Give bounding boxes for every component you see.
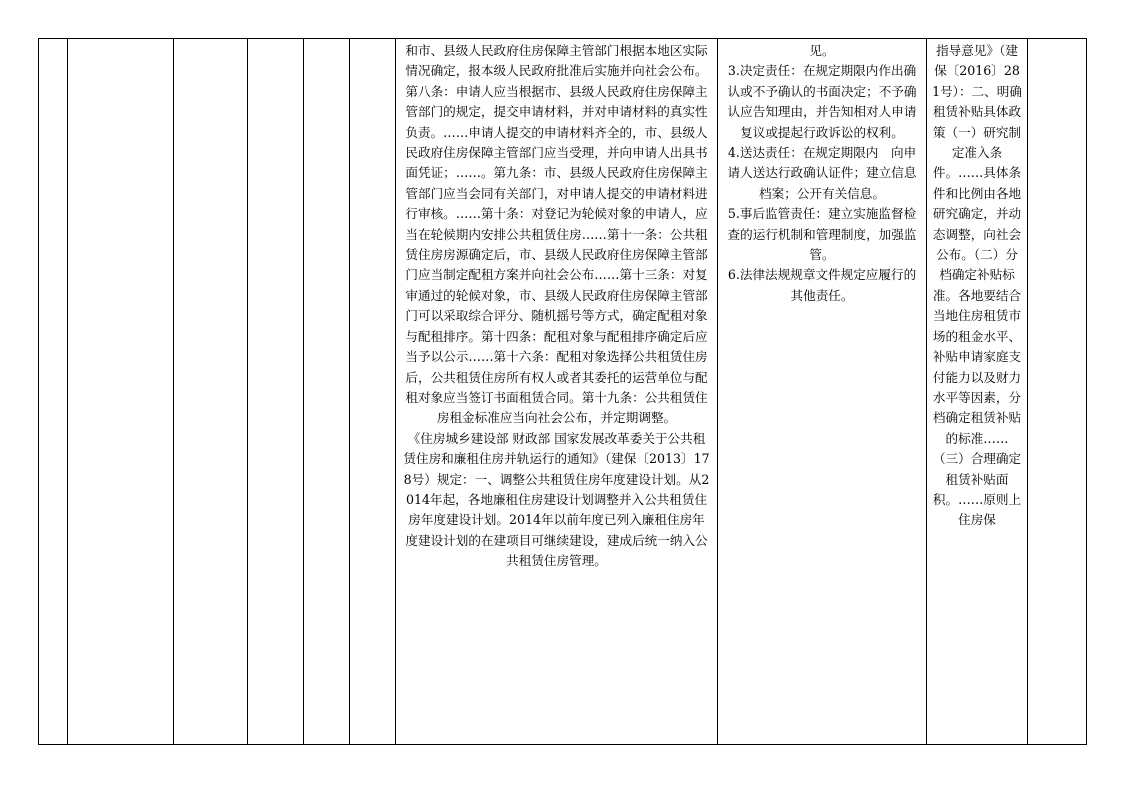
responsibility-item: 见。 xyxy=(809,43,835,58)
responsibility-item: 6.法律法规规章文件规定应履行的其他责任。 xyxy=(727,267,917,303)
table-column-4 xyxy=(248,39,304,744)
responsibility-item: 5.事后监管责任：建立实施监督检查的运行机制和管理制度，加强监管。 xyxy=(727,206,917,263)
table-column-5 xyxy=(304,39,350,744)
responsibilities-cell xyxy=(718,41,926,744)
legal-basis-paragraph: 《住房城乡建设部 财政部 国家发展改革委关于公共租赁住房和廉租住房并轨运行的通知》（建保〔2013〕178号）规定：一、调整公共租赁住房年度建设计划。从2014年起，各地廉租住房建设计划调整并入公共租赁住房年度建设计划。2014年以前年度已列入廉租住房年度建设计划的在建项目可继续建设，建成后统一纳入公共租赁住房管理。 xyxy=(403,430,710,569)
table-column-3 xyxy=(174,39,248,744)
table-column-2 xyxy=(68,39,174,744)
table-column-6 xyxy=(350,39,396,744)
legal-basis-paragraph: 和市、县级人民政府住房保障主管部门根据本地区实际情况确定，报本级人民政府批准后实施并向社会公布。第八条：申请人应当根据市、县级人民政府住房保障主管部门的规定，提交申请材料，并对申请材料的真实性负责。……申请人提交的申请材料齐全的，市、县级人民政府住房保障主管部门应当受理，并向申请人出具书面凭证；……。第九条：市、县级人民政府住房保障主管部门应当会同有关部门，对申请人提交的申请材料进行审核。……第十条：对登记为轮候对象的申请人，应当在轮候期内安排公共租赁住房……第十一条：公共租赁住房房源确定后，市、县级人民政府住房保障主管部门应当制定配租方案并向社会公布……第十三条：对复审通过的轮候对象，市、县级人民政府住房保障主管部门可以采取综合评分、随机摇号等方式，确定配租对象与配租排序。第十四条：配租对象与配租排序确定后应当予以公示……第十六条：配租对象选择公共租赁住房后，公共租赁住房所有权人或者其委托的运营单位与配租对象应当签订书面租赁合同。第十九条：公共租赁住房租金标准应当向社会公布，并定期调整。 xyxy=(405,43,708,426)
legal-basis-cell xyxy=(396,41,717,744)
policy-note-text: 指导意见》（建保〔2016〕281号）：二、明确租赁补贴具体政策（一）研究制定准入条件。……具体条件和比例由各地研究确定，并动态调整，向社会公布。（二）分档确定补贴标准。各地要结合当地住房租赁市场的租金水平、补贴申请家庭支付能力以及财力水平等因素，分档确定租赁补贴的标准……（三）合理确定租赁补贴面积。……原则上住房保 xyxy=(932,43,1022,528)
table-column-1 xyxy=(39,39,68,744)
table-page xyxy=(38,38,1087,745)
policy-note-cell xyxy=(927,41,1027,744)
table-column-last xyxy=(1028,39,1086,744)
responsibility-item: 4.送达责任：在规定期限内 向申请人送达行政确认证件；建立信息档案；公开有关信息。 xyxy=(727,145,917,201)
responsibility-item: 3.决定责任：在规定期限内作出确认或不予确认的书面决定；不予确认应告知理由，并告知相对人申请复议或提起行政诉讼的权利。 xyxy=(727,63,917,140)
